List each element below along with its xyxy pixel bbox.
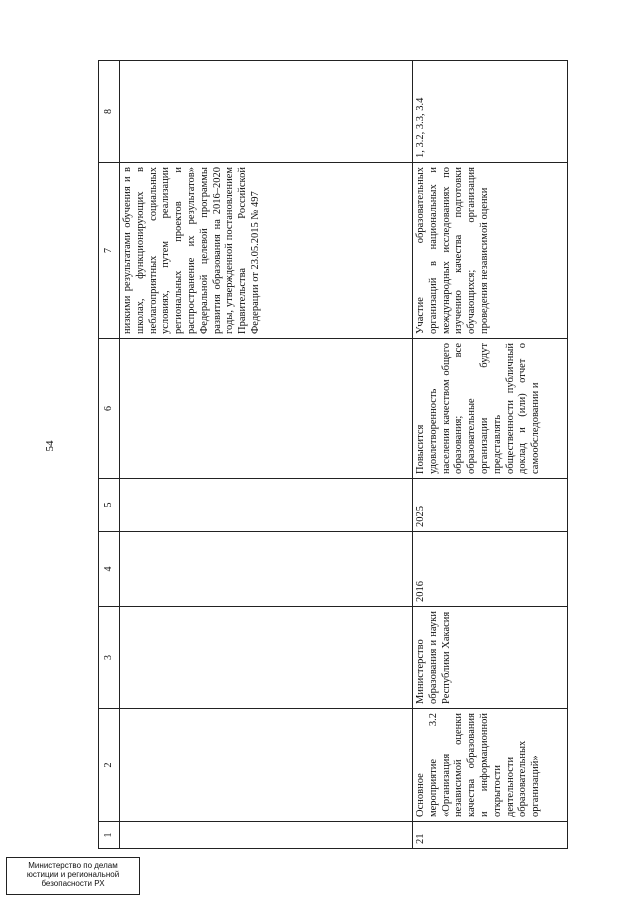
table-row [120, 61, 413, 849]
cell-indicators: 1, 3.2, 3.3, 3.4 [413, 61, 568, 163]
program-activities-table [98, 60, 568, 849]
table-header-row [99, 61, 120, 849]
cell-start-year: 2016 [413, 532, 568, 607]
cell-expected-result: Повысится удовлетворенность населения качеством общего образования; все образовательные организации будут представлять общественности публичный доклад и (или) отчет о самообследовании и [413, 339, 568, 479]
cell-expected-result [120, 339, 413, 479]
cell-end-year: 2025 [413, 479, 568, 532]
stamp-line: безопасности РХ [41, 879, 105, 889]
cell-main-directions: Участие образовательных организаций в национальных и международных исследованиях по изучению качества подготовки обучающихся; организация проведения независимой оценки [413, 163, 568, 339]
cell-activity: Основное мероприятие 3.2 «Организация независимой оценки качества образования и информационной открытости деятельности образовательных организаций» [413, 709, 568, 822]
cell-executor [120, 607, 413, 709]
cell-end-year [120, 479, 413, 532]
table-row [413, 61, 568, 849]
column-header: 7 [99, 163, 120, 339]
column-header: 1 [99, 822, 120, 849]
cell-number [120, 822, 413, 849]
cell-main-directions: низкими результатами обучения и в школах, функционирующих в неблагоприятных социальных условиях, путем реализации региональных проектов и распространение их результатов» Федеральной целевой программы развития образования на 2016–2020 годы, утвержденной постановлением Правительства Российской Федерации от 23.05.2015 № 497 [120, 163, 413, 339]
column-header: 6 [99, 339, 120, 479]
column-header: 3 [99, 607, 120, 709]
stamp-line: юстиции и региональной [26, 870, 120, 880]
column-header: 2 [99, 709, 120, 822]
stamp-line: Министерство по делам [28, 861, 118, 870]
cell-executor: Министерство образования и науки Республики Хакасия [413, 607, 568, 709]
cell-activity [120, 709, 413, 822]
column-header: 5 [99, 479, 120, 532]
column-header: 8 [99, 61, 120, 163]
cell-start-year [120, 532, 413, 607]
column-header: 4 [99, 532, 120, 607]
cell-indicators [120, 61, 413, 163]
cell-number: 21 [413, 822, 568, 849]
page-number: 54 [44, 440, 56, 452]
program-table-rotated [98, 61, 568, 849]
ministry-stamp [6, 857, 140, 895]
